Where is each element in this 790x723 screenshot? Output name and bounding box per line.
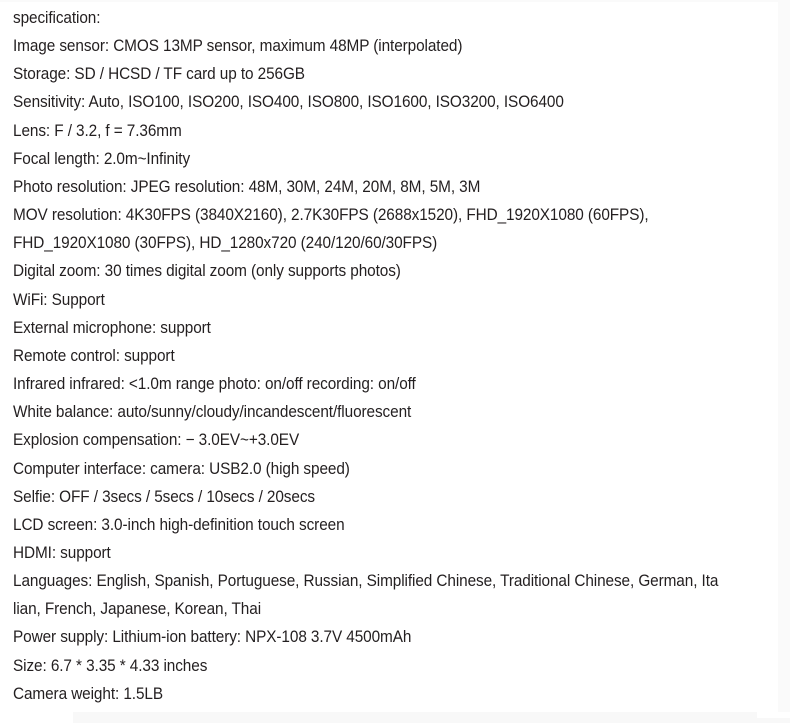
page-title: specification: — [13, 9, 101, 27]
spec-line-exposure-compensation: Explosion compensation: − 3.0EV~+3.0EV — [13, 431, 300, 450]
spec-line-remote-control: Remote control: support — [13, 346, 175, 365]
spec-line-digital-zoom: Digital zoom: 30 times digital zoom (only supports photos) — [13, 262, 401, 281]
spec-line-power-supply: Power supply: Lithium-ion battery: NPX-108 3.7V 4500mAh — [13, 628, 412, 647]
spec-line-wifi: WiFi: Support — [13, 290, 105, 309]
spec-line-camera-weight: Camera weight: 1.5LB — [13, 684, 163, 703]
bottom-divider-strip — [0, 712, 790, 723]
spec-line-languages-cont: lian, French, Japanese, Korean, Thai — [13, 600, 262, 619]
bottom-strip-left-notch — [0, 712, 73, 723]
spec-line-image-sensor: Image sensor: CMOS 13MP sensor, maximum 48MP (interpolated) — [13, 37, 463, 56]
spec-line-white-balance: White balance: auto/sunny/cloudy/incandescent/fluorescent — [13, 403, 412, 422]
spec-line-lcd-screen: LCD screen: 3.0-inch high-definition touch screen — [13, 515, 345, 534]
spec-line-external-microphone: External microphone: support — [13, 318, 211, 337]
spec-line-infrared: Infrared infrared: <1.0m range photo: on/off recording: on/off — [13, 375, 416, 394]
spec-line-mov-resolution-cont: FHD_1920X1080 (30FPS), HD_1280x720 (240/120/60/30FPS) — [13, 234, 438, 253]
spec-line-size: Size: 6.7 * 3.35 * 4.33 inches — [13, 656, 208, 675]
spec-line-selfie-timer: Selfie: OFF / 3secs / 5secs / 10secs / 20secs — [13, 487, 315, 506]
spec-line-computer-interface: Computer interface: camera: USB2.0 (high speed) — [13, 459, 350, 478]
spec-line-lens: Lens: F / 3.2, f = 7.36mm — [13, 121, 182, 140]
spec-line-sensitivity: Sensitivity: Auto, ISO100, ISO200, ISO400, ISO800, ISO1600, ISO3200, ISO6400 — [13, 93, 564, 112]
spec-line-hdmi: HDMI: support — [13, 543, 111, 562]
spec-line-photo-resolution: Photo resolution: JPEG resolution: 48M, 30M, 24M, 20M, 8M, 5M, 3M — [13, 177, 481, 196]
top-edge-tint — [0, 0, 790, 2]
spec-line-focal-length: Focal length: 2.0m~Infinity — [13, 149, 191, 168]
specification-sheet — [13, 4, 790, 708]
spec-line-mov-resolution: MOV resolution: 4K30FPS (3840X2160), 2.7K30FPS (2688x1520), FHD_1920X1080 (60FPS), — [13, 206, 649, 225]
bottom-strip-right-notch — [757, 712, 790, 718]
spec-line-languages: Languages: English, Spanish, Portuguese, Russian, Simplified Chinese, Traditional Chinese, German, Ita — [13, 572, 719, 591]
spec-line-storage: Storage: SD / HCSD / TF card up to 256GB — [13, 65, 305, 84]
